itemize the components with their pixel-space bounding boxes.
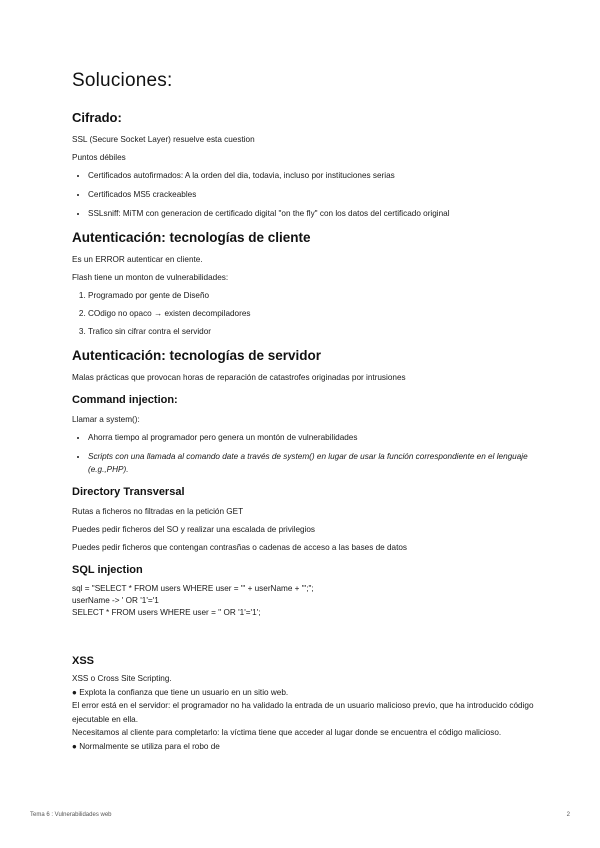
- numbered-list: [72, 289, 540, 338]
- list-item: • Ahorra tiempo al programador pero genera un montón de vulnerabilidades: [88, 431, 540, 444]
- section-xss: [72, 655, 540, 753]
- heading-command-injection: Command injection:: [72, 394, 178, 406]
- list-item: 2. COdigo no opaco → existen decompiladores: [88, 307, 540, 320]
- page-title: Soluciones:: [72, 70, 173, 91]
- bullet-list: [72, 169, 540, 220]
- section-command-injection: [72, 394, 540, 476]
- heading-directory-transversal: Directory Transversal: [72, 486, 185, 498]
- section-cifrado: [72, 110, 540, 220]
- code-line: SELECT * FROM users WHERE user = '' OR '1'='1';: [72, 608, 261, 617]
- list-item: 3. Trafico sin cifrar contra el servidor: [88, 325, 540, 338]
- paragraph: Puntos débiles: [72, 153, 126, 162]
- page-footer: [30, 812, 570, 818]
- heading-sql-injection: SQL injection: [72, 564, 143, 576]
- heading-cifrado: Cifrado:: [72, 110, 122, 125]
- heading-xss: XSS: [72, 655, 95, 667]
- bullet-list: [72, 431, 540, 476]
- section-servidor: [72, 348, 540, 384]
- code-line: sql = "SELECT * FROM users WHERE user = "' + userName + "';";: [72, 584, 314, 593]
- paragraph: Malas prácticas que provocan horas de reparación de catastrofes originadas por intrusiones: [72, 373, 406, 382]
- heading-cliente: Autenticación: tecnologías de cliente: [72, 230, 311, 245]
- list-item: • Certificados autofirmados: A la orden del dia, todavia, incluso por instituciones serias: [88, 169, 540, 182]
- code-line: userName -> ' OR '1'='1: [72, 596, 159, 605]
- list-item: 1. Programado por gente de Diseño: [88, 289, 540, 302]
- paragraph: Llamar a system():: [72, 415, 140, 424]
- paragraph: Es un ERROR autenticar en cliente.: [72, 255, 203, 264]
- list-item: • SSLsniff: MiTM con generacion de certificado digital "on the fly" con los datos del certificado original: [88, 207, 540, 220]
- paragraph: SSL (Secure Socket Layer) resuelve esta cuestion: [72, 135, 255, 144]
- paragraph: El error está en el servidor: el programador no ha validado la entrada de un usuario malicioso previo, que ha introducido código ejecutable en ella.: [72, 701, 534, 724]
- document-body: [72, 70, 540, 763]
- paragraph: ● Normalmente se utiliza para el robo de: [72, 741, 220, 751]
- section-sql-injection: [72, 564, 540, 619]
- paragraph: XSS o Cross Site Scripting.: [72, 674, 172, 683]
- paragraph: Puedes pedir ficheros que contengan contrasñas o cadenas de acceso a las bases de datos: [72, 543, 408, 552]
- paragraph: Rutas a ficheros no filtradas en la petición GET: [72, 507, 244, 516]
- heading-servidor: Autenticación: tecnologías de servidor: [72, 348, 322, 363]
- paragraph: Necesitamos al cliente para completarlo: la víctima tiene que acceder al lugar donde se encuentra el código malicioso.: [72, 728, 502, 737]
- paragraph: ● Explota la confianza que tiene un usuario en un sitio web.: [72, 687, 289, 697]
- page-number: 2: [566, 812, 570, 818]
- section-cliente: [72, 230, 540, 338]
- paragraph: Flash tiene un monton de vulnerabilidades:: [72, 273, 229, 282]
- footer-title: Tema 6 : Vulnerabilidades web: [30, 812, 112, 818]
- list-item: • Scripts con una llamada al comando date a través de system() en lugar de usar la función correspondiente en el lenguaje (e.g.,PHP).: [88, 450, 540, 476]
- paragraph: Puedes pedir ficheros del SO y realizar una escalada de privilegios: [72, 525, 316, 534]
- list-item: • Certificados MS5 crackeables: [88, 188, 540, 201]
- section-directory-transversal: [72, 486, 540, 554]
